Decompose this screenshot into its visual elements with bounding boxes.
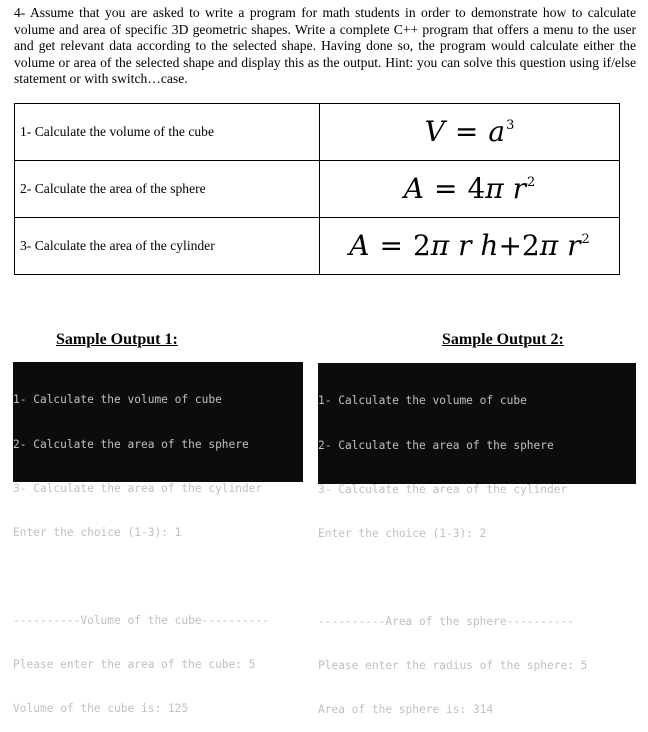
console-line: Volume of the cube is: 125	[13, 702, 189, 716]
formula-exponent: 2	[581, 231, 590, 247]
table-row	[15, 104, 620, 161]
console-line: 1- Calculate the volume of cube	[13, 393, 222, 407]
formula-symbol: r	[512, 172, 526, 205]
sample-output-2-title: Sample Output 2:	[442, 331, 564, 348]
console-line: 2- Calculate the area of the sphere	[318, 438, 554, 452]
formula-symbol: π	[539, 229, 559, 262]
formula-equals: =	[433, 172, 458, 205]
cylinder-area-formula	[320, 218, 620, 275]
console-line: 3- Calculate the area of the cylinder	[13, 481, 263, 495]
console-line: 3- Calculate the area of the cylinder	[318, 482, 568, 496]
console-blank-line	[13, 570, 303, 585]
formula-symbol: π	[485, 172, 504, 205]
sphere-area-formula	[320, 161, 620, 218]
formula-symbol: π	[430, 229, 450, 262]
console-line: Enter the choice (1-3): 2	[318, 526, 487, 540]
console-line: Enter the choice (1-3): 1	[13, 525, 182, 539]
sphere-area-label: 2- Calculate the area of the sphere	[15, 161, 320, 218]
sample-output-1-console	[13, 362, 303, 716]
table-row	[15, 161, 620, 218]
table-row	[15, 218, 620, 275]
formula-symbol: h	[480, 229, 499, 262]
question-text: 4- Assume that you are asked to write a program for math students in order to demonstrate how to calculate volume and area of specific 3D geometric shapes. Write a complete C++ program that offers a menu to the user and get relevant data according to the selected shape. Having done so, the program would calculate either the volume or area of the selected shape and display this as the output. Hint: you can solve this question using if/else statement or with switch…case.	[14, 5, 636, 87]
shapes-table	[14, 103, 620, 275]
console-line: Area of the sphere is: 314	[318, 703, 494, 717]
formula-symbol: A	[349, 229, 370, 262]
console-line: ----------Area of the sphere----------	[318, 614, 574, 628]
cube-volume-label: 1- Calculate the volume of the cube	[15, 104, 320, 161]
formula-equals: =	[454, 115, 479, 148]
formula-symbol: r	[567, 229, 581, 262]
console-line: Please enter the radius of the sphere: 5	[318, 658, 588, 672]
console-line: 2- Calculate the area of the sphere	[13, 437, 249, 451]
cylinder-area-label: 3- Calculate the area of the cylinder	[15, 218, 320, 275]
cube-volume-formula	[320, 104, 620, 161]
console-line: ----------Volume of the cube----------	[13, 613, 269, 627]
formula-symbol: r	[458, 229, 472, 262]
formula-symbol: V	[424, 115, 445, 148]
console-blank-line	[318, 571, 636, 586]
formula-symbol: a	[488, 115, 506, 148]
console-line: 1- Calculate the volume of cube	[318, 394, 527, 408]
formula-coefficient: 4	[467, 172, 486, 205]
formula-plus: +	[498, 229, 522, 262]
formula-coefficient: 2	[521, 229, 540, 262]
sample-output-2-console	[318, 363, 636, 717]
formula-exponent: 2	[526, 174, 536, 190]
formula-exponent: 3	[506, 117, 515, 133]
formula-symbol: A	[403, 172, 424, 205]
formula-equals: =	[379, 229, 403, 262]
console-line: Please enter the area of the cube: 5	[13, 657, 256, 671]
formula-coefficient: 2	[412, 229, 431, 262]
sample-output-1-title: Sample Output 1:	[56, 331, 178, 348]
